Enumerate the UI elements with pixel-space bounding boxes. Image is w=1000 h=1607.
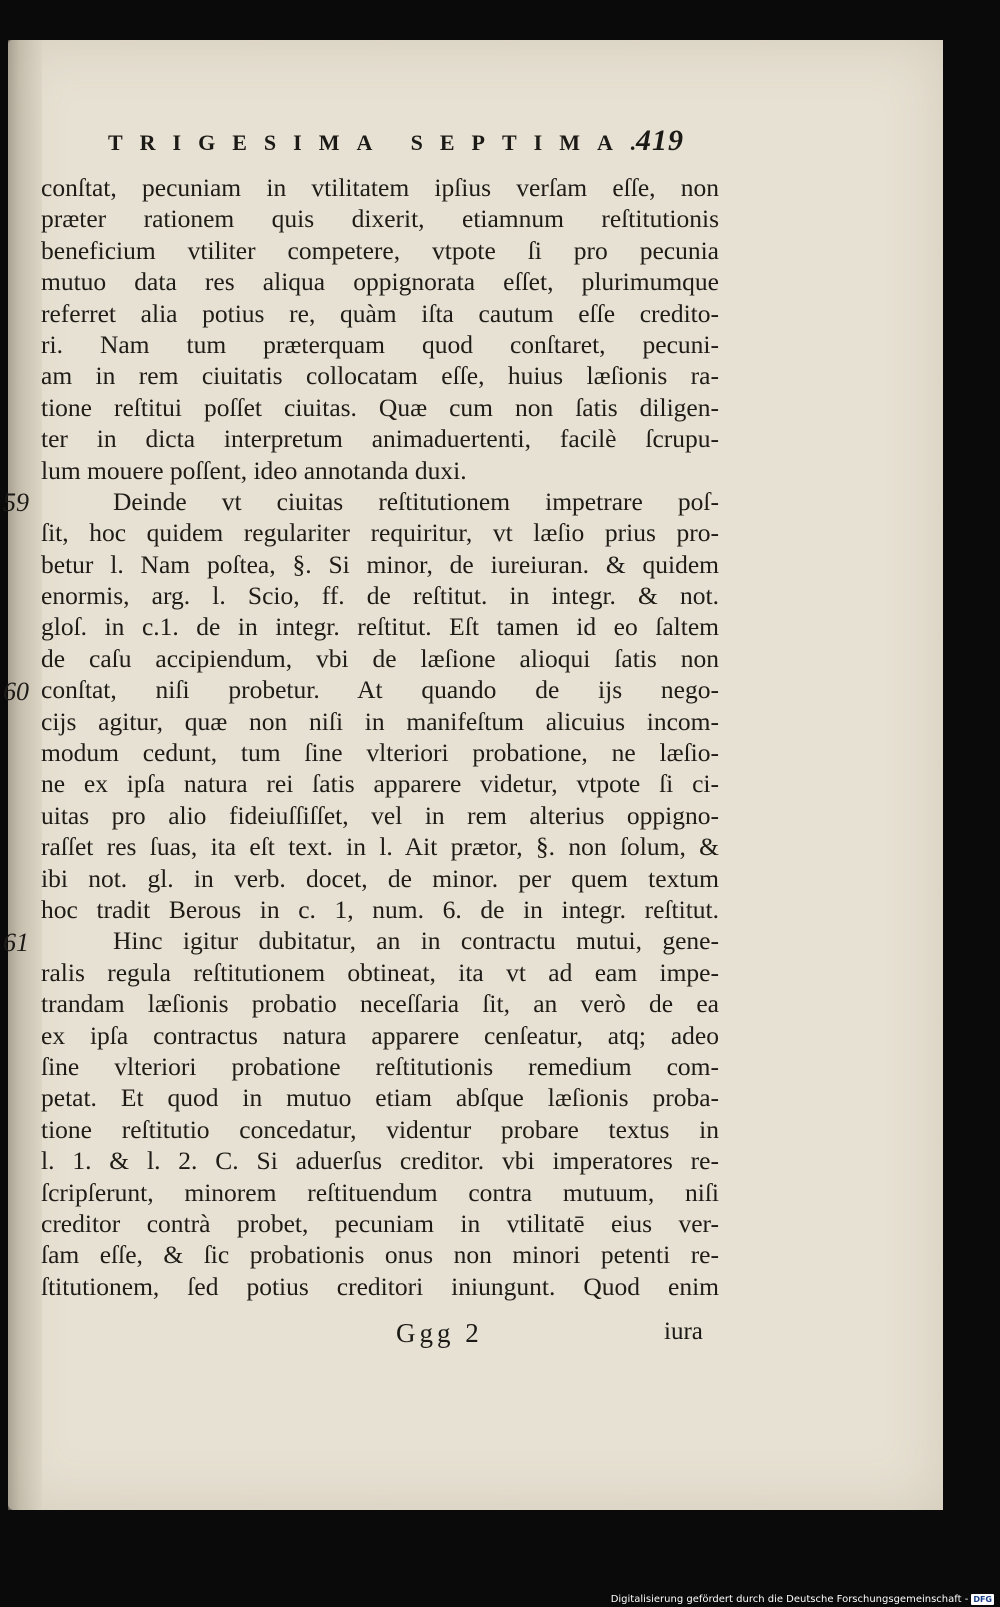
text-line: ralis regula reſtitutionem obtineat, ita vt ad eam impe- [41, 957, 719, 987]
text-line: mutuo data res aliqua oppignorata eſſet, plurimumque [41, 267, 719, 297]
text-line: lum mouere poſſent, ideo annotanda duxi. [41, 455, 467, 485]
running-title: TRIGESIMA SEPTIMA. [108, 130, 653, 155]
text-line: Deinde vt ciuitas reſtitutionem impetrare poſ- [113, 486, 719, 516]
text-line: petat. Et quod in mutuo etiam abſque læſionis proba- [41, 1083, 719, 1113]
credit-text: Digitalisierung gefördert durch die Deutsche Forschungsgemeinschaft - [610, 1594, 969, 1605]
text-line: uitas pro alio fideiuſſiſſet, vel in rem alterius oppigno- [41, 800, 719, 830]
text-line: raſſet res ſuas, ita eſt text. in l. Ait prætor, §. non ſolum, & [41, 832, 719, 862]
text-line: tione reſtitui poſſet ciuitas. Quæ cum non ſatis diligen- [41, 392, 719, 422]
text-line: præter rationem quis dixerit, etiamnum reſtitutionis [41, 204, 719, 234]
text-line: referret alia potius re, quàm iſta cautum eſſe credito- [41, 298, 719, 328]
text-line: ter in dicta interpretum animaduertenti, facilè ſcrupu- [41, 424, 719, 454]
text-line: ſcripſerunt, minorem reſtituendum contra mutuum, niſi [41, 1177, 719, 1207]
text-line: trandam læſionis probatio neceſſaria ſit, an verò de ea [41, 989, 719, 1019]
page-gutter-shadow [8, 40, 42, 1510]
text-line: gloſ. in c.1. de in integr. reſtitut. Eſt tamen id eo ſaltem [41, 612, 719, 642]
text-line: ne ex ipſa natura rei ſatis apparere videtur, vtpote ſi ci- [41, 769, 719, 799]
text-line: ſtitutionem, ſed potius creditori iniungunt. Quod enim [41, 1271, 719, 1301]
text-line: conſtat, pecuniam in vtilitatem ipſius verſam eſſe, non [41, 173, 719, 202]
dfg-logo: DFG [973, 1595, 992, 1604]
text-line: betur l. Nam poſtea, §. Si minor, de iureiuran. & quidem [41, 549, 719, 579]
book-page [3, 40, 943, 1510]
text-line: Hinc igitur dubitatur, an in contractu mutui, gene- [113, 926, 719, 956]
text-line: ibi not. gl. in verb. docet, de minor. per quem textum [41, 863, 719, 893]
digitization-credit [611, 1594, 994, 1605]
text-line: conſtat, niſi probetur. At quando de ijs nego- [41, 675, 719, 705]
signature-mark: Ggg 2 [396, 1318, 483, 1348]
page-footer [8, 1318, 943, 1358]
text-line: de caſu accipiendum, vbi de læſione alioqui ſatis non [41, 643, 719, 673]
text-line: hoc tradit Berous in c. 1, num. 6. de in integr. reſtitut. [41, 894, 719, 924]
text-line: l. 1. & l. 2. C. Si aduerſus creditor. vbi imperatores re- [41, 1146, 719, 1176]
text-line: enormis, arg. l. Scio, ff. de reſtitut. in integr. & not. [41, 581, 719, 611]
text-line: ri. Nam tum præterquam quod conſtaret, pecuni- [41, 329, 719, 359]
text-line: cijs agitur, quæ non niſi in manifeſtum alicuius incom- [41, 706, 719, 736]
text-line: ſine vlteriori probatione reſtitutionis remedium com- [41, 1051, 719, 1081]
margin-number: 59 [3, 488, 29, 517]
margin-number: 60 [3, 677, 29, 706]
body-text [41, 172, 719, 1302]
catchword: iura [664, 1318, 703, 1345]
text-line: am in rem ciuitatis collocatam eſſe, huius læſionis ra- [41, 361, 719, 391]
margin-number: 61 [3, 928, 29, 957]
page-header [8, 124, 943, 170]
text-line: ſam eſſe, & ſic probationis onus non minori petenti re- [41, 1240, 719, 1270]
text-line: modum cedunt, tum ſine vlteriori probatione, ne læſio- [41, 738, 719, 768]
text-line: beneficium vtiliter competere, vtpote ſi pro pecunia [41, 235, 719, 265]
text-line: ex ipſa contractus natura apparere cenſeatur, atq; adeo [41, 1020, 719, 1050]
page-number: 419 [636, 124, 684, 157]
text-line: ſit, hoc quidem regulariter requiritur, vt læſio prius pro- [41, 518, 719, 548]
text-line: tione reſtitutio concedatur, videntur probare textus in [41, 1114, 719, 1144]
text-line: creditor contrà probet, pecuniam in vtilitatē eius ver- [41, 1208, 719, 1238]
